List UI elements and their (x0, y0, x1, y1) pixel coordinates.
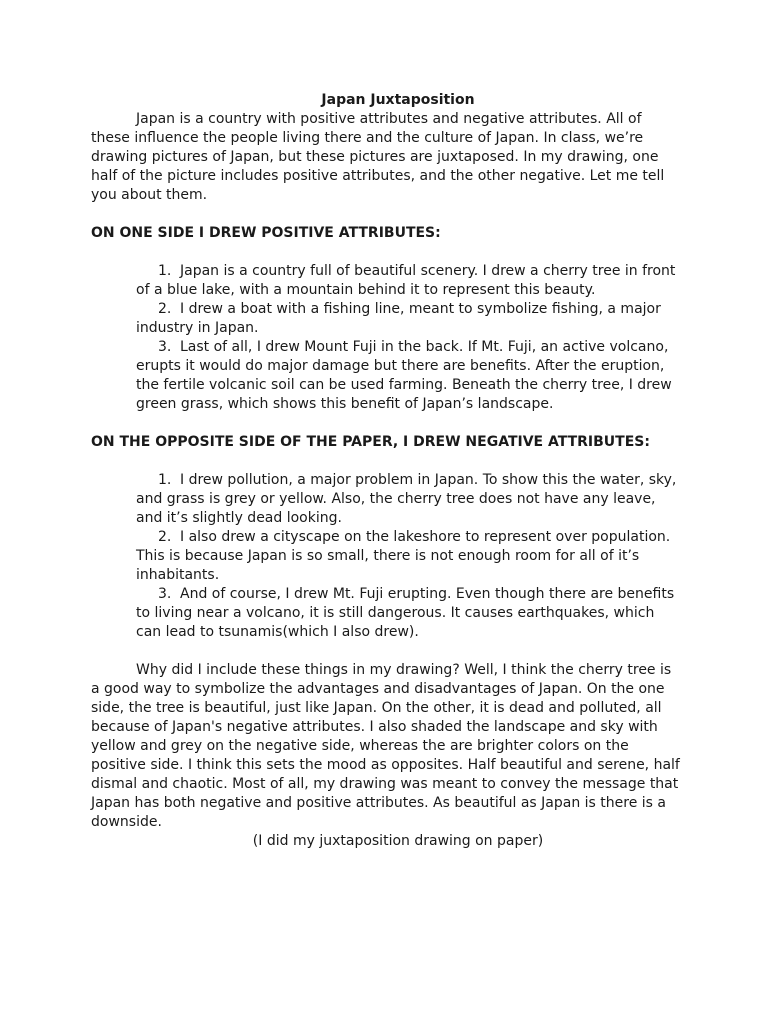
list-item (136, 338, 681, 414)
list-item-text: I drew a boat with a fishing line, meant to symbolize fishing, a major industry in Japan. (136, 301, 661, 336)
document-body (91, 91, 681, 851)
paragraph-spacer (91, 642, 681, 661)
list-number: 3. (158, 586, 172, 602)
list-item (136, 471, 681, 528)
list-number: 2. (158, 301, 172, 317)
positive-list (91, 262, 681, 414)
list-item (136, 585, 681, 642)
list-item (136, 262, 681, 300)
list-number: 1. (158, 263, 172, 279)
list-number: 2. (158, 529, 172, 545)
list-item-text: Last of all, I drew Mount Fuji in the back. If Mt. Fuji, an active volcano, erupts it would do major damage but there are benefits. After the eruption, the fertile volcanic soil can be used farming. Beneath the cherry tree, I drew green grass, which shows this benefit of Japan’s landscape. (136, 339, 672, 412)
document-title: Japan Juxtaposition (321, 92, 475, 108)
negative-list (91, 471, 681, 642)
intro-paragraph: Japan is a country with positive attributes and negative attributes. All of these influence the people living there and the culture of Japan. In class, we’re drawing pictures of Japan, but these pictures are juxtaposed. In my drawing, one half of the picture includes positive attributes, and the other negative. Let me tell you about them. (91, 111, 665, 203)
list-item-text: I drew pollution, a major problem in Japan. To show this the water, sky, and grass is grey or yellow. Also, the cherry tree does not have any leave, and it’s slightly dead looking. (136, 472, 677, 526)
list-item (136, 300, 681, 338)
list-item-text: Japan is a country full of beautiful scenery. I drew a cherry tree in front of a blue lake, with a mountain behind it to represent this beauty. (136, 263, 676, 298)
conclusion-paragraph: Why did I include these things in my drawing? Well, I think the cherry tree is a good way to symbolize the advantages and disadvantages of Japan. On the one side, the tree is beautiful, just like Japan. On the other, it is dead and polluted, all because of Japan's negative attributes. I also shaded the landscape and sky with yellow and grey on the negative side, whereas the are brighter colors on the positive side. I think this sets the mood as opposites. Half beautiful and serene, half dismal and chaotic. Most of all, my drawing was meant to convey the message that Japan has both negative and positive attributes. As beautiful as Japan is there is a downside. (91, 662, 680, 830)
list-number: 3. (158, 339, 172, 355)
closing-note: (I did my juxtaposition drawing on paper) (252, 833, 544, 849)
list-number: 1. (158, 472, 172, 488)
list-item-text: I also drew a cityscape on the lakeshore to represent over population. This is because Japan is so small, there is not enough room for all of it’s inhabitants. (136, 529, 671, 583)
list-item-text: And of course, I drew Mt. Fuji erupting. Even though there are benefits to living near a volcano, it is still dangerous. It causes earthquakes, which can lead to tsunamis(which I also drew). (136, 586, 675, 640)
negative-heading: ON THE OPPOSITE SIDE OF THE PAPER, I DREW NEGATIVE ATTRIBUTES: (91, 434, 650, 450)
positive-heading: ON ONE SIDE I DREW POSITIVE ATTRIBUTES: (91, 225, 441, 241)
list-item (136, 528, 681, 585)
